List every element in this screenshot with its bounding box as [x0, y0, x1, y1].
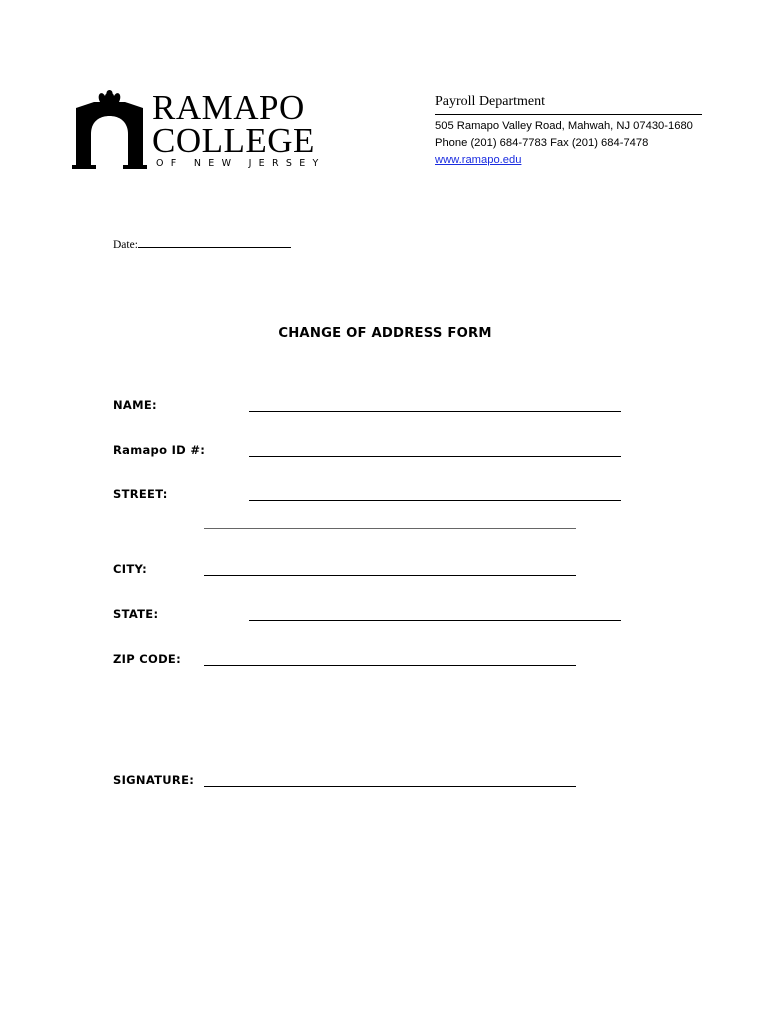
street-label: STREET:	[113, 487, 168, 501]
name-label: NAME:	[113, 398, 157, 412]
date-input-line[interactable]	[138, 236, 291, 248]
logo-subtitle: OF NEW JERSEY	[156, 158, 326, 169]
zip-code-label: ZIP CODE:	[113, 652, 181, 666]
signature-label: SIGNATURE:	[113, 773, 195, 787]
street-address: 505 Ramapo Valley Road, Mahwah, NJ 07430-1680	[435, 120, 693, 132]
signature-input-line[interactable]	[204, 786, 576, 787]
date-label: Date:	[113, 239, 138, 251]
state-input-line[interactable]	[249, 620, 621, 621]
zip-code-input-line[interactable]	[204, 665, 576, 666]
archway-icon	[72, 88, 147, 170]
ramapo-id-label: Ramapo ID #:	[113, 443, 206, 457]
college-logo	[72, 88, 326, 173]
city-input-line[interactable]	[204, 575, 576, 576]
phone-fax: Phone (201) 684-7783 Fax (201) 684-7478	[435, 137, 649, 149]
name-input-line[interactable]	[249, 411, 621, 412]
logo-name-line1: RAMAPO	[152, 88, 305, 127]
website-link[interactable]: www.ramapo.edu	[435, 154, 522, 166]
letterhead-contact	[435, 92, 702, 169]
form-title: CHANGE OF ADDRESS FORM	[278, 326, 492, 341]
logo-name-line2: COLLEGE	[152, 121, 315, 160]
street-input-line-2[interactable]	[204, 528, 576, 529]
city-label: CITY:	[113, 562, 147, 576]
street-input-line[interactable]	[249, 500, 621, 501]
date-field	[113, 236, 291, 251]
ramapo-id-input-line[interactable]	[249, 456, 621, 457]
department-name: Payroll Department	[435, 92, 702, 115]
state-label: STATE:	[113, 607, 159, 621]
